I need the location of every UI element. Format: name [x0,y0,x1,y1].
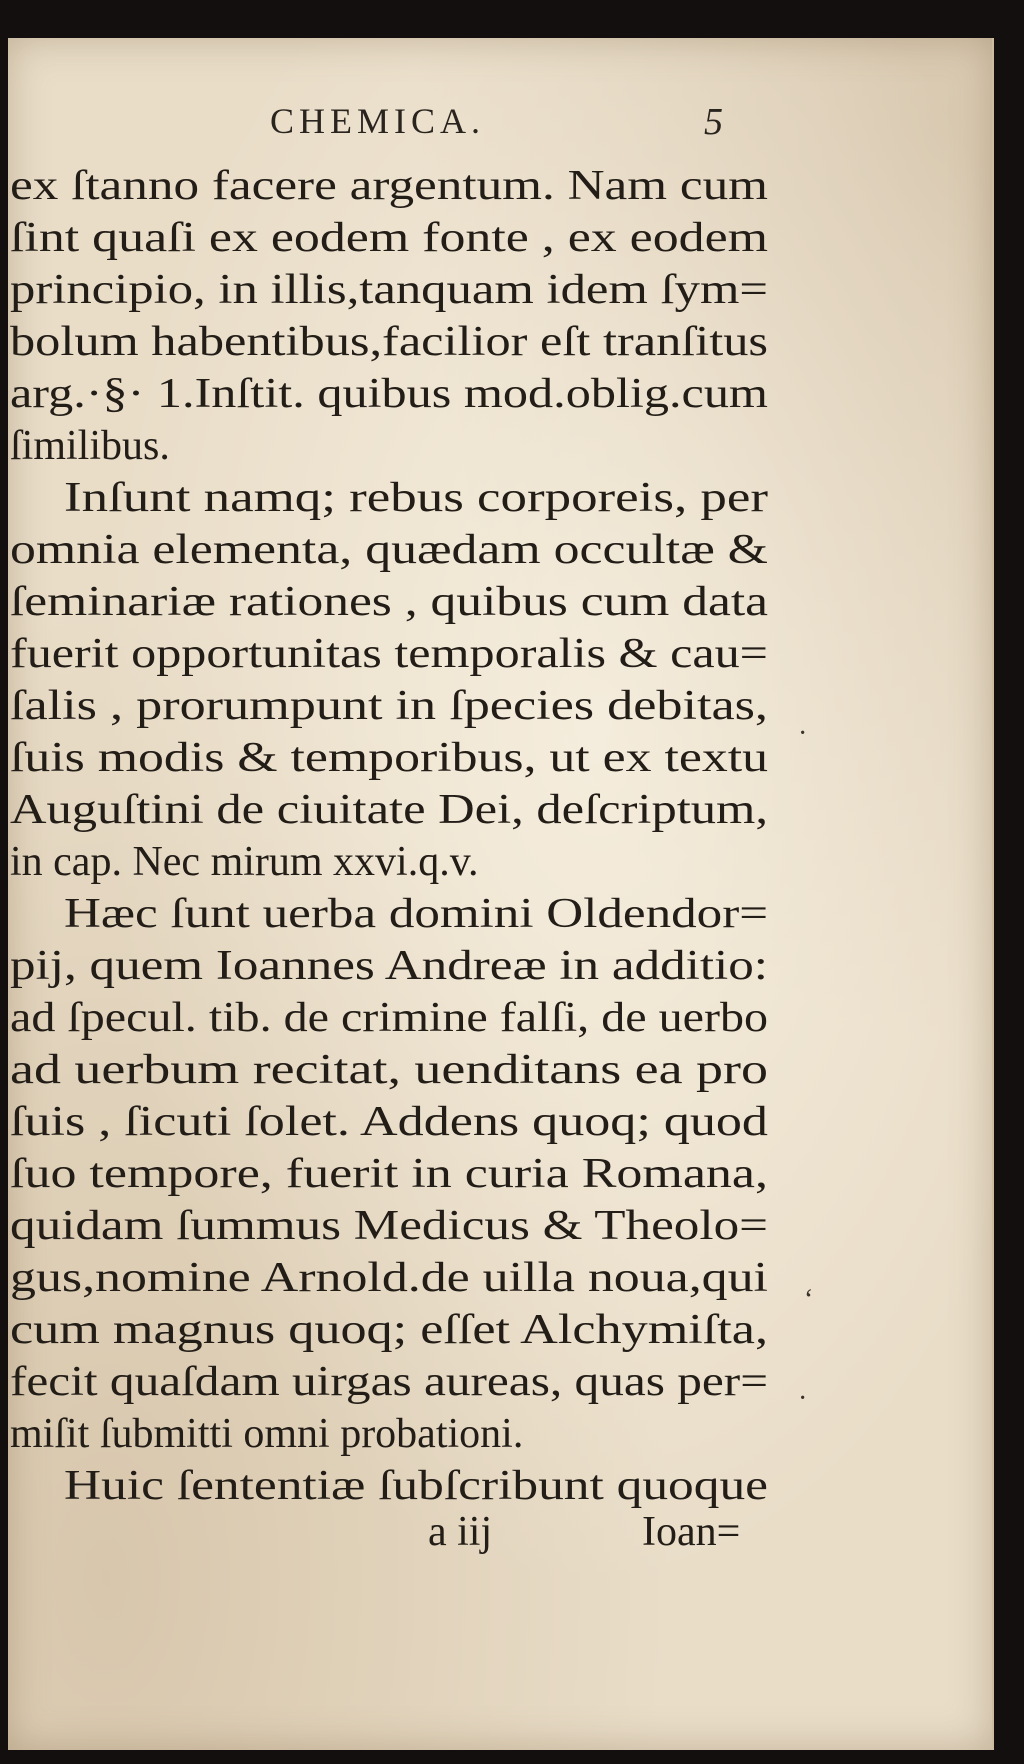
text-line: quidam ſummus Medicus & Theolo= [10,1203,769,1249]
running-title: CHEMICA. [270,101,486,141]
text-line: ſeminariæ rationes , quibus cum data [10,579,769,625]
text-line: cum magnus quoq; eſſet Alchymiſta, [10,1307,769,1353]
text-line: Huic ſententiæ ſubſcribunt quoque [64,1463,768,1509]
text-line: ſuis , ſicuti ſolet. Addens quoq; quod [10,1099,768,1145]
catchword: Ioan= [642,1509,741,1555]
stray-ink-mark: · [798,1383,808,1414]
text-line: ſimilibus. [10,423,170,469]
text-line: Inſunt namq; rebus corporeis, per [64,475,769,521]
text-line: Auguſtini de ciuitate Dei, deſcriptum, [10,787,769,833]
text-line: arg.·§· 1.Inſtit. quibus mod.oblig.cum [10,371,769,417]
text-line: omnia elementa, quædam occultæ & [10,527,768,573]
text-line: ſuis modis & temporibus, ut ex textu [10,735,769,781]
book-page [8,38,994,1750]
text-line: in cap. Nec mirum xxvi.q.v. [10,839,479,885]
signature-mark: a iij [428,1509,493,1555]
text-line: bolum habentibus,facilior eſt tranſitus [10,319,769,365]
text-line: ad uerbum recitat, uenditans ea pro [10,1047,768,1093]
text-line: ad ſpecul. tib. de crimine falſi, de uerbo [10,995,769,1041]
text-line: ex ſtanno facere argentum. Nam cum [10,163,768,209]
stray-ink-mark: ʻ [804,1284,814,1315]
text-line: ſalis , prorumpunt in ſpecies debitas, [10,683,768,729]
text-line: fuerit opportunitas temporalis & cau= [10,631,768,677]
text-line: ſint quaſi ex eodem fonte , ex eodem [10,215,769,261]
text-line: pij, quem Ioannes Andreæ in additio: [10,943,769,989]
text-line: fecit quaſdam uirgas aureas, quas per= [10,1359,769,1405]
page-number: 5 [704,101,723,143]
stray-ink-mark: · [798,718,808,749]
text-line: gus,nomine Arnold.de uilla noua,qui [10,1255,768,1301]
catchword-line [8,1508,992,1568]
text-line: Hæc ſunt uerba domini Oldendor= [64,891,769,937]
text-line: ſuo tempore, fuerit in curia Romana, [10,1151,768,1197]
text-line: miſit ſubmitti omni probationi. [10,1411,524,1457]
page-header [8,98,992,148]
text-line: principio, in illis,tanquam idem ſym= [10,267,769,313]
